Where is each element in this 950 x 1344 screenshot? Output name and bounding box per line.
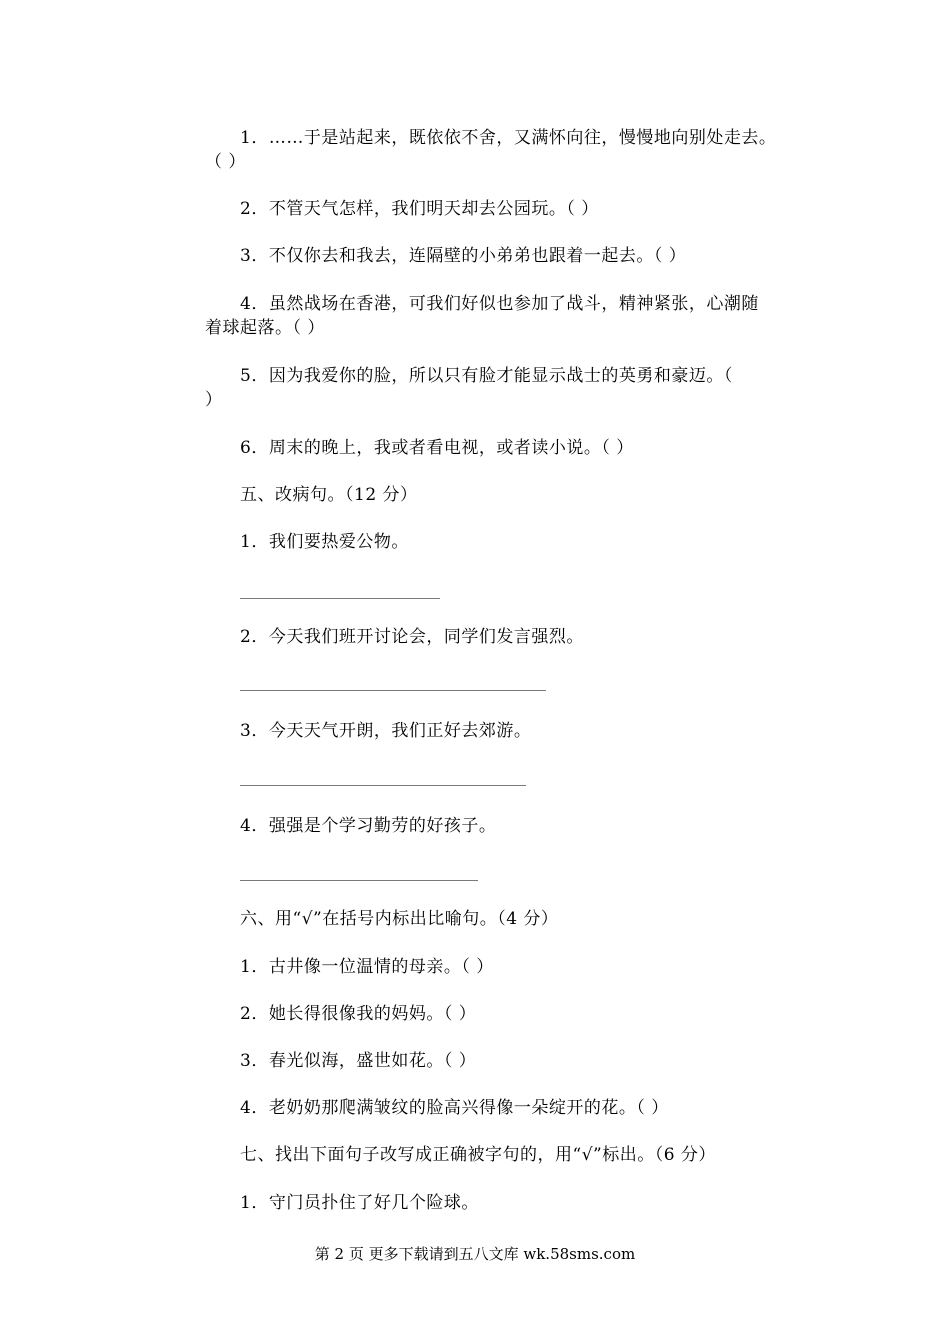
section6-item-1: 1．古井像一位温情的母亲。（ ） bbox=[240, 957, 494, 977]
item-s4-6: 6．周末的晚上，我或者看电视，或者读小说。（ ） bbox=[240, 438, 634, 458]
section6-item-3: 3．春光似海，盛世如花。（ ） bbox=[240, 1051, 477, 1071]
section5-item-3: 3．今天天气开朗，我们正好去郊游。 bbox=[240, 721, 532, 741]
answer-blank-1[interactable] bbox=[240, 598, 440, 599]
answer-blank-3[interactable] bbox=[240, 785, 526, 786]
item-s4-3: 3．不仅你去和我去，连隔壁的小弟弟也跟着一起去。（ ） bbox=[240, 246, 687, 266]
section6-item-4: 4．老奶奶那爬满皱纹的脸高兴得像一朵绽开的花。（ ） bbox=[240, 1098, 669, 1118]
item-s4-4-line2: 着球起落。（ ） bbox=[205, 318, 325, 338]
section5-heading: 五、改病句。（12 分） bbox=[240, 485, 418, 505]
answer-blank-4[interactable] bbox=[240, 880, 478, 881]
section6-item-2: 2．她长得很像我的妈妈。（ ） bbox=[240, 1004, 477, 1024]
section6-heading: 六、用“√”在括号内标出比喻句。（4 分） bbox=[240, 909, 559, 929]
item-s4-1-line2: （ ） bbox=[205, 152, 246, 172]
item-s4-5-line2: ） bbox=[205, 390, 223, 410]
item-s4-1-line1: 1．……于是站起来，既依依不舍，又满怀向往，慢慢地向别处走去。 bbox=[240, 128, 777, 148]
item-s4-5-line1: 5．因为我爱你的脸，所以只有脸才能显示战士的英勇和豪迈。（ bbox=[240, 366, 733, 386]
section5-item-4: 4．强强是个学习勤劳的好孩子。 bbox=[240, 816, 497, 836]
section7-item-1: 1．守门员扑住了好几个险球。 bbox=[240, 1193, 479, 1213]
page-footer: 第 2 页 更多下载请到五八文库 wk.58sms.com bbox=[314, 1245, 636, 1263]
item-s4-4-line1: 4．虽然战场在香港，可我们好似也参加了战斗，精神紧张，心潮随 bbox=[240, 294, 759, 314]
section5-item-1: 1．我们要热爱公物。 bbox=[240, 532, 409, 552]
answer-blank-2[interactable] bbox=[240, 690, 546, 691]
item-s4-2: 2．不管天气怎样，我们明天却去公园玩。（ ） bbox=[240, 199, 599, 219]
section5-item-2: 2．今天我们班开讨论会，同学们发言强烈。 bbox=[240, 627, 584, 647]
section7-heading: 七、找出下面句子改写成正确被字句的，用“√”标出。（6 分） bbox=[240, 1145, 716, 1165]
